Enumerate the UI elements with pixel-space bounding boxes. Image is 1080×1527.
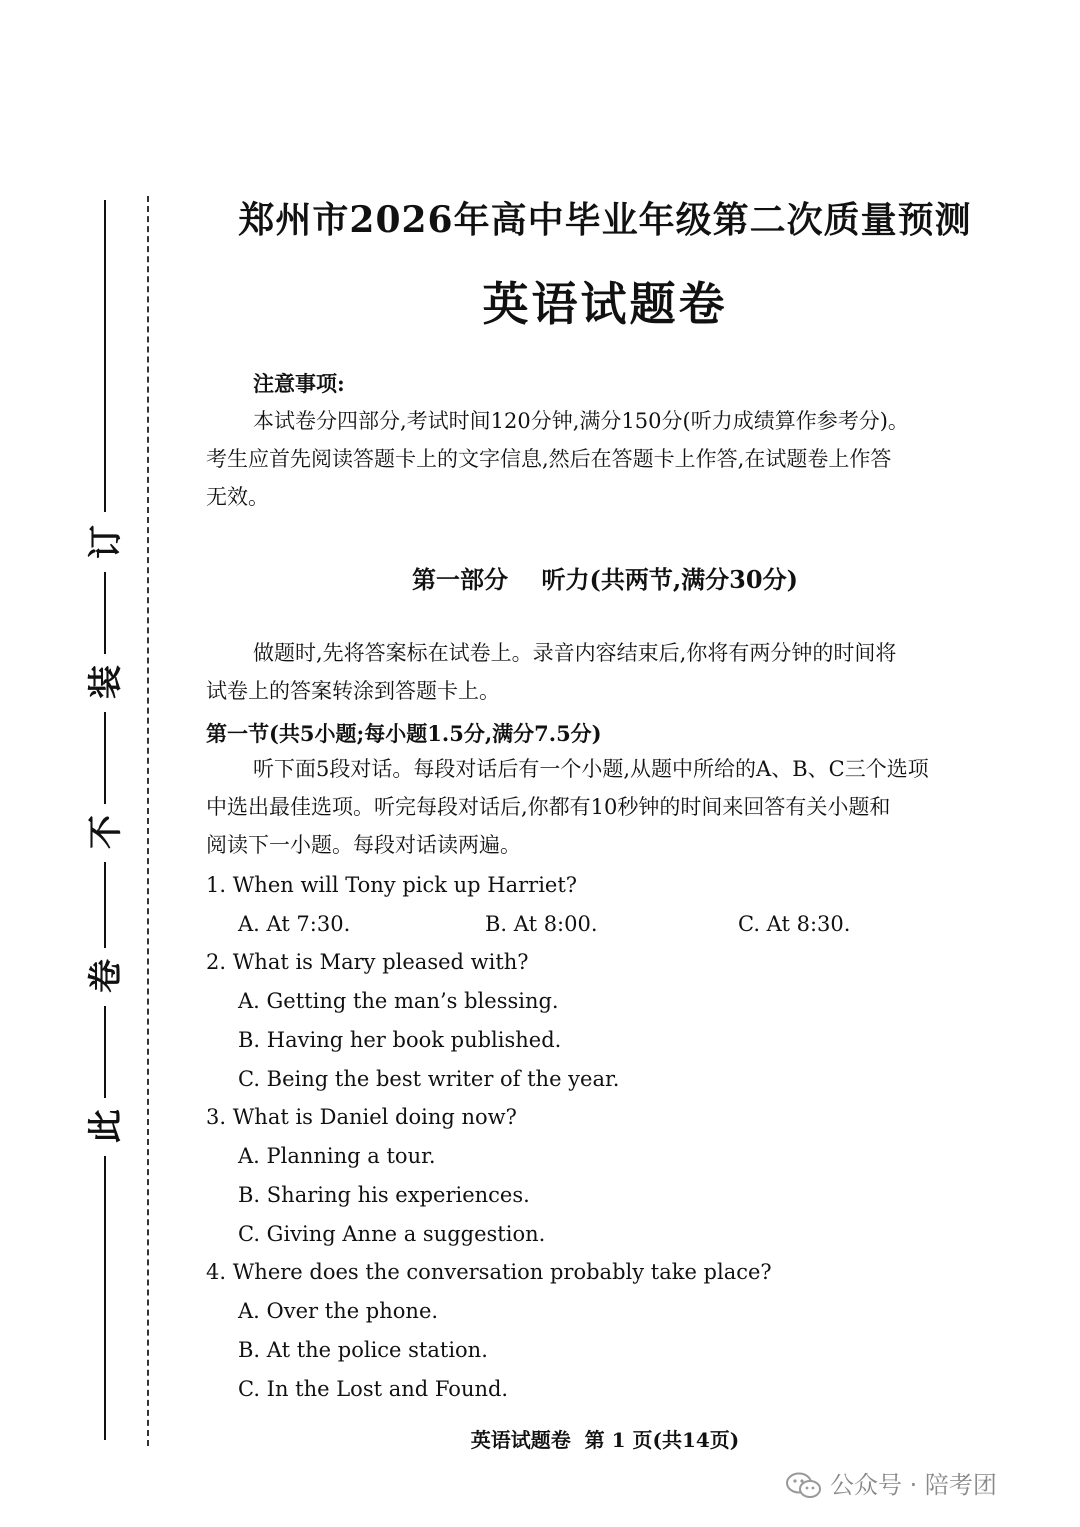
notes-line-1: 本试卷分四部分,考试时间120分钟,满分150分(听力成绩算作参考分)。: [253, 409, 909, 433]
question-4-option-c: C. In the Lost and Found.: [238, 1377, 509, 1401]
binding-line: [104, 572, 106, 654]
binding-char-4: 装: [86, 665, 126, 699]
notes-line-3: 无效。: [206, 485, 269, 509]
question-4-option-b: B. At the police station.: [238, 1338, 488, 1362]
binding-line: [104, 200, 106, 512]
binding-line: [104, 862, 106, 948]
question-2-option-a: A. Getting the man’s blessing.: [238, 989, 559, 1013]
notes-line-2: 考生应首先阅读答题卡上的文字信息,然后在答题卡上作答,在试题卷上作答: [206, 447, 892, 471]
question-3-stem: 3. What is Daniel doing now?: [206, 1105, 517, 1129]
question-1-option-a: A. At 7:30.: [238, 912, 351, 936]
wechat-icon: [786, 1472, 822, 1500]
binding-char-5: 订: [86, 525, 126, 559]
binding-line: [104, 1006, 106, 1098]
question-4-stem: 4. Where does the conversation probably take place?: [206, 1260, 772, 1284]
watermark: [786, 1465, 997, 1500]
section1-heading: 第一节(共5小题;每小题1.5分,满分7.5分): [206, 721, 602, 746]
section1-intro-2: 中选出最佳选项。听完每段对话后,你都有10秒钟的时间来回答有关小题和: [206, 795, 891, 819]
question-3-option-c: C. Giving Anne a suggestion.: [238, 1222, 546, 1246]
question-4-option-a: A. Over the phone.: [238, 1299, 439, 1323]
exam-subtitle: 英语试题卷: [482, 277, 728, 331]
question-3-option-b: B. Sharing his experiences.: [238, 1183, 530, 1207]
binding-line: [104, 712, 106, 804]
binding-dashed-rule: [147, 196, 149, 1446]
part1-heading: 第一部分 听力(共两节,满分30分): [412, 565, 798, 594]
section1-intro-1: 听下面5段对话。每段对话后有一个小题,从题中所给的A、B、C三个选项: [253, 757, 929, 781]
binding-char-1: 此: [86, 1109, 126, 1143]
part1-intro-2: 试卷上的答案转涂到答题卡上。: [206, 679, 500, 703]
binding-margin: [60, 200, 140, 1450]
question-1-option-b: B. At 8:00.: [485, 912, 598, 936]
notes-heading: 注意事项:: [253, 371, 345, 396]
exam-title: 郑州市2026年高中毕业年级第二次质量预测: [238, 199, 972, 241]
part1-intro-1: 做题时,先将答案标在试卷上。录音内容结束后,你将有两分钟的时间将: [253, 641, 897, 665]
question-1-option-c: C. At 8:30.: [738, 912, 851, 936]
binding-line: [104, 1156, 106, 1440]
question-3-option-a: A. Planning a tour.: [238, 1144, 436, 1168]
binding-char-2: 卷: [86, 959, 126, 993]
question-2-stem: 2. What is Mary pleased with?: [206, 950, 529, 974]
question-2-option-c: C. Being the best writer of the year.: [238, 1067, 620, 1091]
section1-intro-3: 阅读下一小题。每段对话读两遍。: [206, 833, 521, 857]
watermark-text: 公众号 · 陪考团: [830, 1471, 997, 1499]
question-1-stem: 1. When will Tony pick up Harriet?: [206, 873, 578, 897]
binding-char-3: 不: [86, 815, 126, 849]
page-footer: 英语试题卷 第 1 页(共14页): [470, 1428, 740, 1452]
question-2-option-b: B. Having her book published.: [238, 1028, 562, 1052]
